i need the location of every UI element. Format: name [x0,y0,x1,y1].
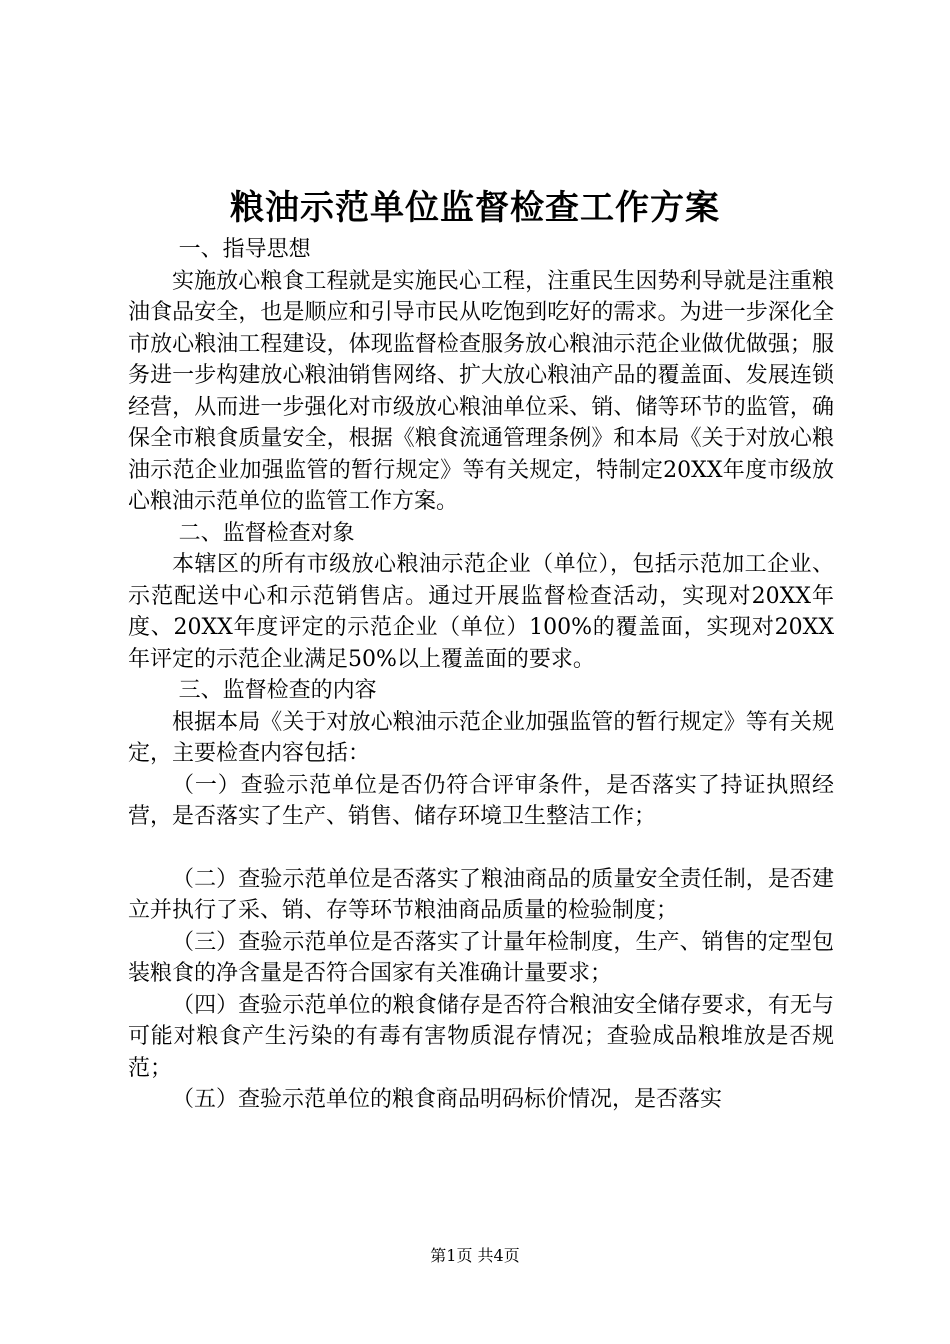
section-heading-3: 三、监督检查的内容 [178,678,377,703]
page-number-footer: 第1页 共4页 [430,1246,520,1265]
list-item-5: （五）查验示范单位的粮食商品明码标价情况，是否落实 [172,1087,723,1112]
list-item-1: （一）查验示范单位是否仍符合评审条件，是否落实了持证执照经营，是否落实了生产、销售、储存环境卫生整洁工作； [128,772,834,829]
paragraph-inspection-targets: 本辖区的所有市级放心粮油示范企业（单位），包括示范加工企业、示范配送中心和示范销售店。通过开展监督检查活动，实现对20XX年度、20XX年度评定的示范企业（单位）100%的覆盖面，实现对20XX年评定的示范企业满足50%以上覆盖面的要求。 [128,552,834,672]
document-title: 粮油示范单位监督检查工作方案 [230,188,720,228]
section-heading-2: 二、监督检查对象 [178,520,355,546]
paragraph-guiding-ideology: 实施放心粮食工程就是实施民心工程，注重民生因势利导就是注重粮油食品安全，也是顺应和引导市民从吃饱到吃好的需求。为进一步深化全市放心粮油工程建设，体现监督检查服务放心粮油示范企业做优做强；服务进一步构建放心粮油销售网络、扩大放心粮油产品的覆盖面、发展连锁经营，从而进一步强化对市级放心粮油单位采、销、储等环节的监管，确保全市粮食质量安全，根据《粮食流通管理条例》和本局《关于对放心粮油示范企业加强监管的暂行规定》等有关规定，特制定20XX年度市级放心粮油示范单位的监管工作方案。 [128,268,834,514]
paragraph-inspection-intro: 根据本局《关于对放心粮油示范企业加强监管的暂行规定》等有关规定，主要检查内容包括： [128,709,834,766]
list-item-4: （四）查验示范单位的粮食储存是否符合粮油安全储存要求，有无与可能对粮食产生污染的有毒有害物质混存情况；查验成品粮堆放是否规范； [128,992,834,1081]
list-item-2: （二）查验示范单位是否落实了粮油商品的质量安全责任制，是否建立并执行了采、销、存等环节粮油商品质量的检验制度； [128,866,834,923]
section-heading-1: 一、指导思想 [178,237,311,262]
list-item-3: （三）查验示范单位是否落实了计量年检制度，生产、销售的定型包装粮食的净含量是否符合国家有关准确计量要求； [128,929,834,986]
document-body [128,234,834,1116]
